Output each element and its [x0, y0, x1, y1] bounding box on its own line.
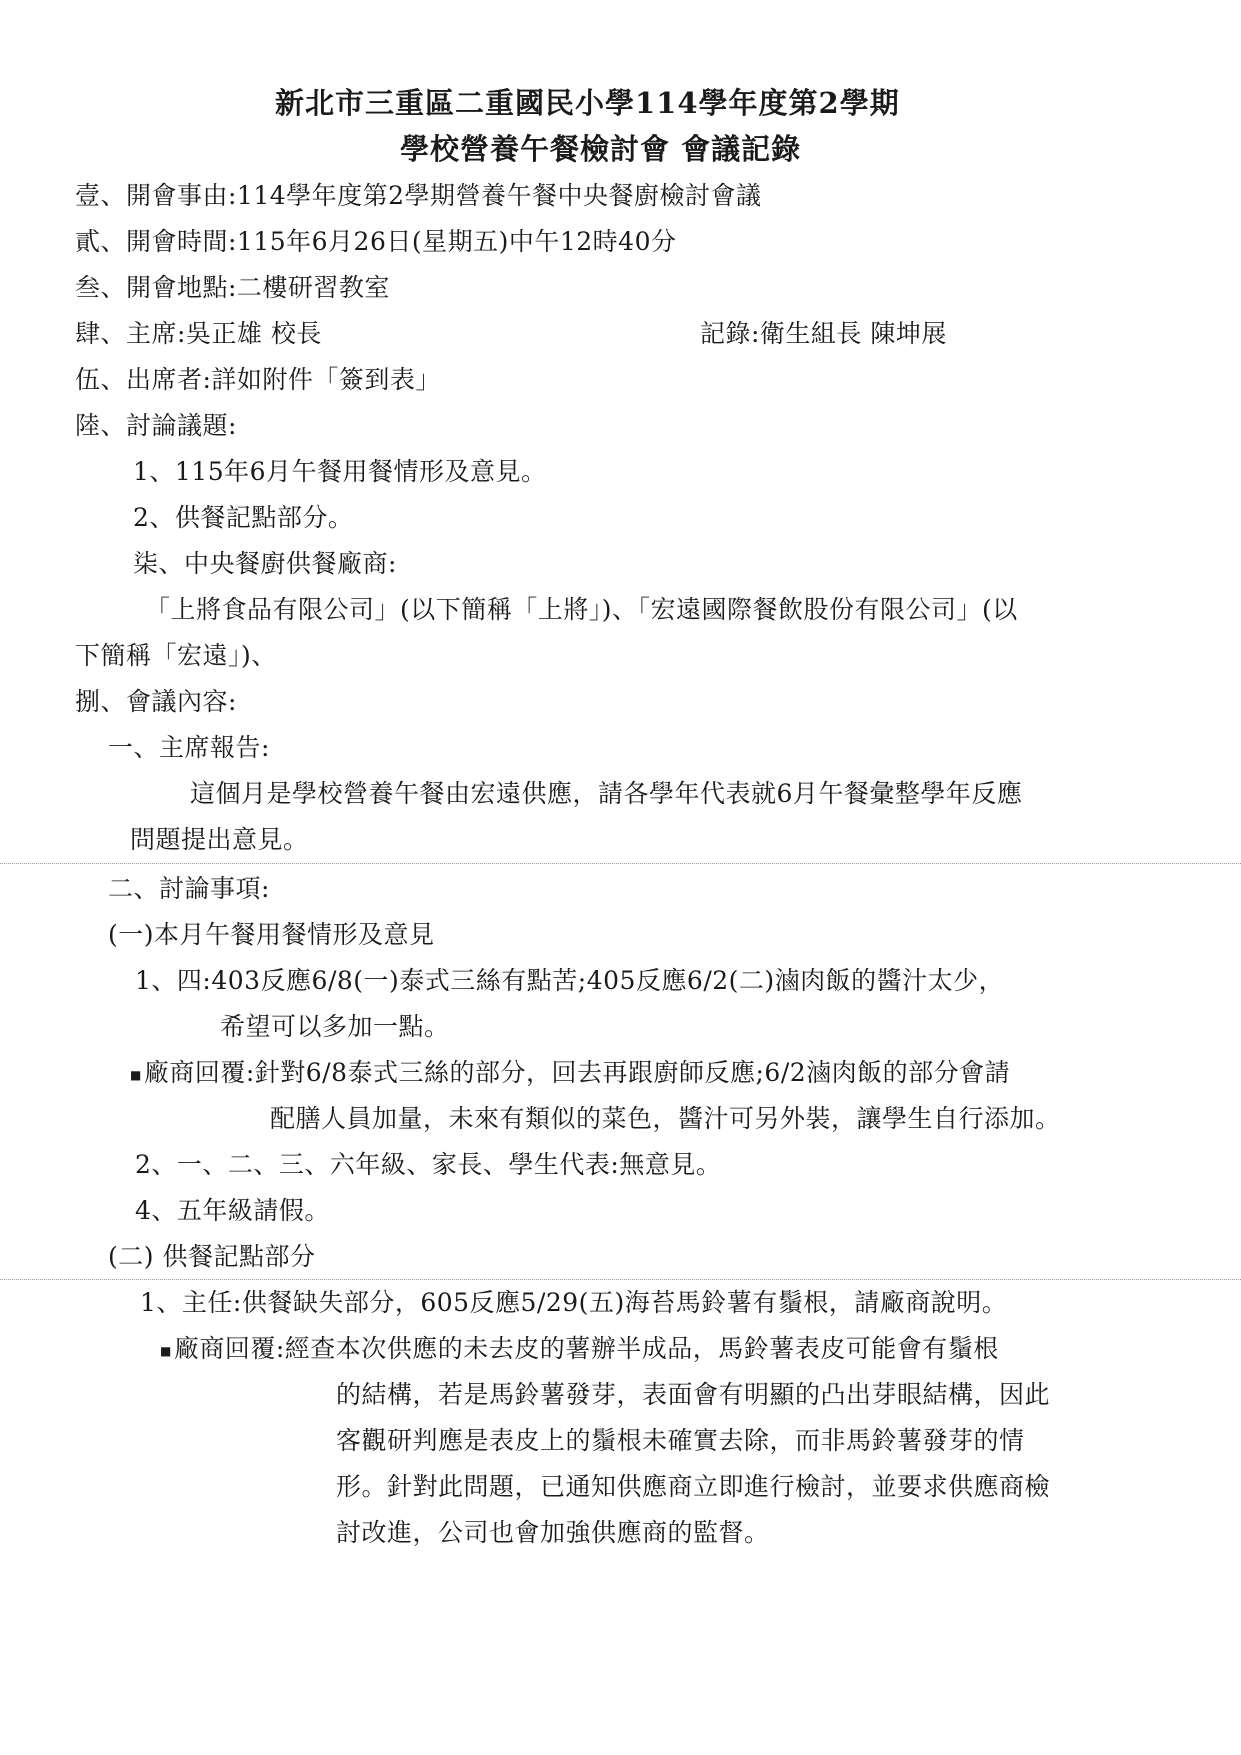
vendor-list-line2: 下簡稱「宏遠」)、 [75, 641, 277, 670]
item1-line1: 1、四:403反應6/8(一)泰式三絲有點苦;405反應6/2(二)滷肉飯的醬汁太少， [135, 966, 1005, 995]
vendor-reply-1-line1 [130, 1057, 1010, 1091]
vendor-reply-2-line3: 客觀研判應是表皮上的鬚根未確實去除，而非馬鈴薯發芽的情 [336, 1426, 1025, 1455]
point1: 1、主任:供餐缺失部分，605反應5/29(五)海苔馬鈴薯有鬚根，請廠商說明。 [140, 1288, 1008, 1317]
meeting-chair: 肆、主席:吳正雄 校長 [75, 319, 322, 348]
section2-heading: (二) 供餐記點部分 [108, 1242, 316, 1271]
vendor-heading: 柒、中央餐廚供餐廠商: [133, 549, 397, 578]
topic-item-1: 1、115年6月午餐用餐情形及意見。 [133, 457, 547, 486]
meeting-time: 貳、開會時間:115年6月26日(星期五)中午12時40分 [75, 227, 677, 256]
item2: 2、一、二、三、六年級、家長、學生代表:無意見。 [135, 1150, 722, 1179]
meeting-attendees: 伍、出席者:詳如附件「簽到表」 [75, 365, 441, 394]
item4: 4、五年級請假。 [135, 1196, 330, 1225]
chair-report-line1: 這個月是學校營養午餐由宏遠供應，請各學年代表就6月午餐彙整學年反應 [190, 779, 1023, 808]
scan-divider-2 [0, 1279, 1241, 1280]
vendor-reply-2-text: 廠商回覆:經查本次供應的未去皮的薯辦半成品，馬鈴薯表皮可能會有鬚根 [173, 1334, 999, 1363]
meeting-reason: 壹、開會事由:114學年度第2學期營養午餐中央餐廚檢討會議 [75, 181, 762, 210]
vendor-reply-2-line1 [160, 1333, 999, 1367]
topics-heading: 陸、討論議題: [75, 411, 237, 440]
bullet-icon: ■ [160, 1343, 172, 1358]
discussion-heading: 二、討論事項: [108, 874, 270, 903]
topic-item-2: 2、供餐記點部分。 [133, 503, 354, 532]
vendor-reply-2-line4: 形。針對此問題，已通知供應商立即進行檢討，並要求供應商檢 [336, 1472, 1051, 1501]
meeting-place: 叁、開會地點:二樓研習教室 [75, 273, 390, 302]
vendor-reply-1-text: 廠商回覆:針對6/8泰式三絲的部分，回去再跟廚師反應;6/2滷肉飯的部分會請 [143, 1058, 1011, 1087]
scan-divider [0, 863, 1241, 864]
chair-report-line2: 問題提出意見。 [130, 825, 309, 854]
vendor-list-line1: 「上將食品有限公司」(以下簡稱「上將」)、「宏遠國際餐飲股份有限公司」(以 [145, 595, 1018, 624]
doc-title-line1: 新北市三重區二重國民小學114學年度第2學期 [275, 86, 900, 120]
item1-line2: 希望可以多加一點。 [220, 1012, 450, 1041]
vendor-reply-2-line2: 的結構，若是馬鈴薯發芽，表面會有明顯的凸出芽眼結構，因此 [336, 1380, 1051, 1409]
content-heading: 捌、會議內容: [75, 687, 237, 716]
doc-title-line2: 學校營養午餐檢討會 會議記錄 [400, 132, 802, 166]
chair-report-heading: 一、主席報告: [108, 733, 270, 762]
section1-heading: (一)本月午餐用餐情形及意見 [108, 920, 435, 949]
meeting-recorder: 記錄:衛生組長 陳坤展 [700, 319, 947, 348]
vendor-reply-2-line5: 討改進，公司也會加強供應商的監督。 [336, 1518, 770, 1547]
bullet-icon: ■ [130, 1067, 142, 1082]
vendor-reply-1-line2: 配膳人員加量，未來有類似的菜色，醬汁可另外裝，讓學生自行添加。 [270, 1104, 1061, 1133]
